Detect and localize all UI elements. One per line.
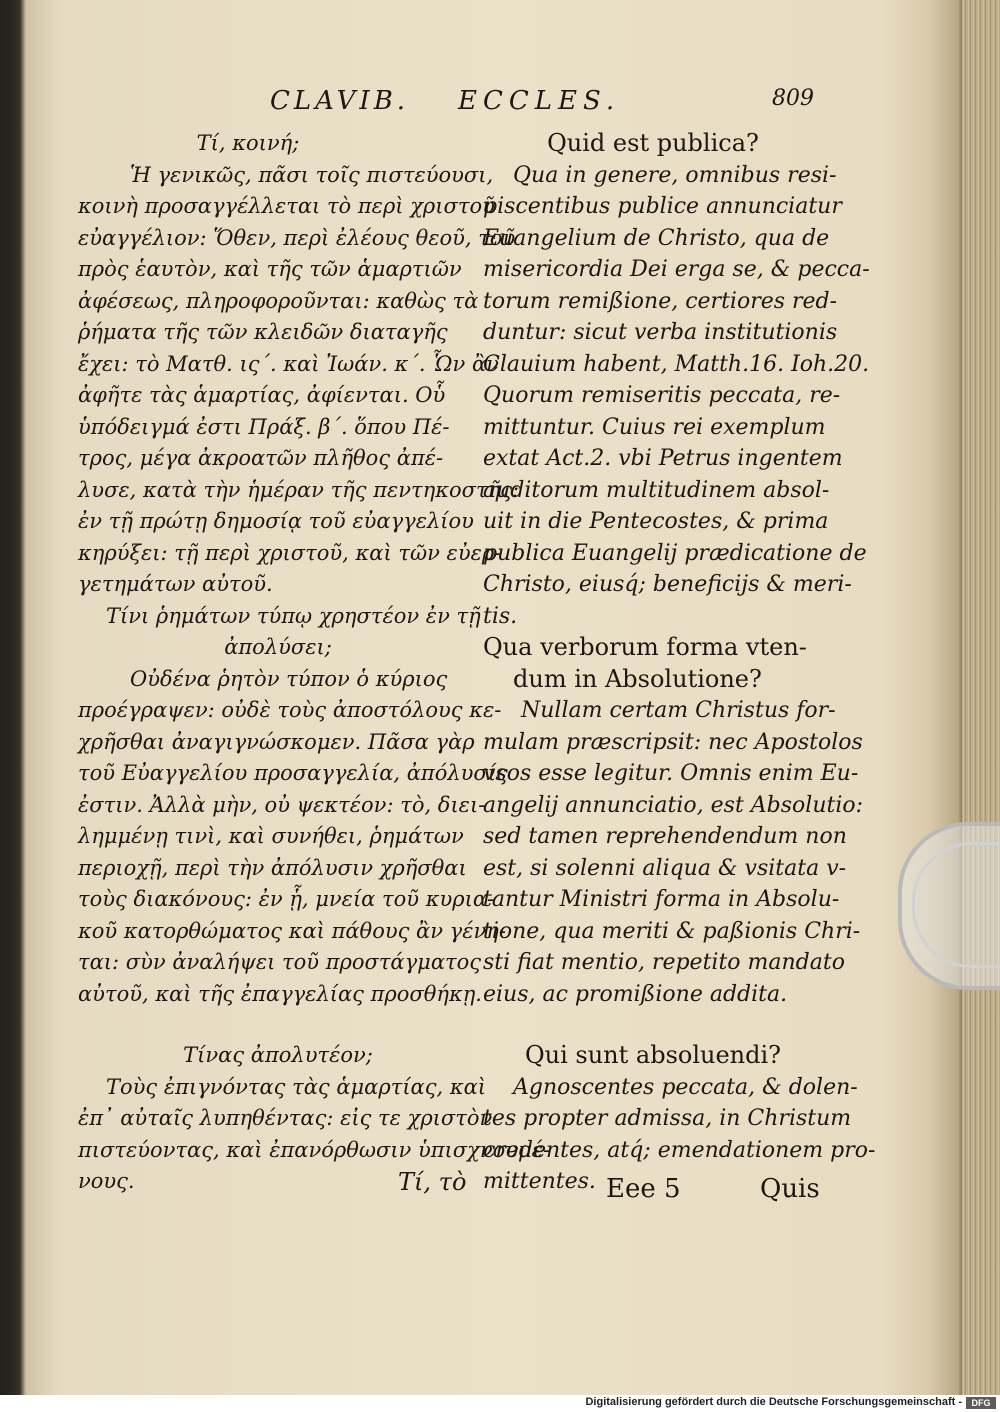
greek-line: ἐπ᾽ αὐταῖς λυπηθέντας: εἰς τε χριστὸν (78, 1106, 493, 1130)
greek-line: αὐτοῦ, καὶ τῆς ἐπαγγελίας προσθήκῃ. (78, 981, 482, 1006)
greek-line: πιστεύοντας, καὶ ἐπανόρθωσιν ὑπισχνουμέ- (78, 1137, 551, 1162)
latin-line: tione, qua meriti & paßionis Chri- (483, 918, 861, 944)
latin-column (483, 128, 876, 1198)
greek-line: γετημάτων αὐτοῦ. (78, 572, 273, 596)
greek-question-2-cont: ἀπολύσει; (224, 635, 332, 659)
catchword-greek: Τί, τὸ (398, 1168, 467, 1196)
latin-line: Quorum remiseritis peccata, re- (483, 383, 841, 408)
greek-line: ἀφέσεως, πληροφοροῦνται: καθὼς τὰ (78, 288, 479, 313)
running-title-left: CLAVIB. (270, 86, 410, 116)
greek-line: προέγραψεν: οὐδὲ τοὺς ἀποστόλους κε- (78, 698, 502, 722)
greek-line: νους. (78, 1169, 135, 1193)
greek-line: τρος, μέγα ἀκροατῶν πλῆθος ἀπέ- (78, 446, 444, 470)
greek-line: περιοχῇ, περὶ τὴν ἀπόλυσιν χρῆσθαι (78, 855, 467, 880)
latin-line: sti fiat mentio, repetito mandato (483, 950, 845, 975)
greek-question-3: Τίνας ἀπολυτέον; (183, 1043, 373, 1067)
latin-line: duntur: sicut verba institutionis (483, 320, 838, 345)
greek-line: Ἡ γενικῶς, πᾶσι τοῖς πιστεύουσι, (130, 162, 494, 187)
greek-line: εὐαγγέλιον: Ὅθεν, περὶ ἐλέους θεοῦ, τοῦ (78, 225, 516, 250)
latin-line: mulam præscripsit: nec Apostolos (483, 729, 863, 755)
greek-line: ἐστιν. Ἀλλὰ μὴν, οὐ ψεκτέον: τὸ, διει- (78, 792, 486, 817)
greek-line: ἀφῆτε τὰς ἁμαρτίας, ἀφίενται. Οὗ (78, 383, 446, 407)
latin-line: eius, ac promißione addita. (483, 981, 788, 1007)
book-fore-edge (962, 0, 1000, 1395)
latin-line: tis. (483, 603, 518, 629)
greek-line: χρῆσθαι ἀναγιγνώσκομεν. Πᾶσα γὰρ (78, 729, 475, 754)
greek-line: πρὸς ἑαυτὸν, καὶ τῆς τῶν ἁμαρτιῶν (78, 257, 462, 281)
latin-line: misericordia Dei erga se, & pecca- (483, 257, 870, 282)
latin-line: torum remißione, certiores red- (483, 288, 838, 314)
latin-line: Qua in genere, omnibus resi- (513, 162, 837, 188)
latin-line: angelij annunciatio, est Absolutio: (483, 792, 864, 818)
signature-mark: Eee 5 (606, 1174, 681, 1204)
latin-line: uit in die Pentecostes, & prima (483, 509, 829, 534)
greek-line: λυσε, κατὰ τὴν ἡμέραν τῆς πεντηκοστῆς: (78, 477, 520, 502)
dfg-logo: DFG (966, 1397, 996, 1409)
latin-line: mittentes. (483, 1169, 596, 1194)
attribution-text: Digitalisierung gefördert durch die Deutsche Forschungsgemeinschaft - (585, 1396, 962, 1408)
greek-line: ὑπόδειγμά ἐστι Πράξ. β´. ὅπου Πέ- (78, 414, 450, 439)
latin-line: Clauium habent, Matth.16. Ioh.20. (483, 351, 870, 377)
latin-question-3: Qui sunt absoluendi? (524, 1041, 782, 1069)
greek-line: κηρύξει: τῇ περὶ χριστοῦ, καὶ τῶν εὐερ- (78, 540, 502, 565)
spacer (483, 1010, 823, 1040)
greek-line: τοῦ Εὐαγγελίου προσαγγελία, ἀπόλυσίς (78, 761, 508, 785)
greek-line: ἐν τῇ πρώτῃ δημοσίᾳ τοῦ εὐαγγελίου (78, 509, 474, 533)
running-title-center: ECCLES. (458, 86, 621, 116)
latin-line: sed tamen reprehendendum non (483, 824, 847, 849)
running-header (0, 86, 1000, 126)
latin-question-1: Quid est publica? (547, 129, 759, 157)
spacer (78, 1010, 478, 1040)
latin-line: auditorum multitudinem absol- (483, 477, 830, 503)
greek-line: ῥήματα τῆς τῶν κλειδῶν διαταγῆς (78, 320, 448, 344)
catchword-latin: Quis (760, 1174, 820, 1204)
latin-line: Euangelium de Christo, qua de (483, 225, 830, 251)
attribution-bar (0, 1395, 1000, 1412)
latin-line: mittuntur. Cuius rei exemplum (483, 414, 826, 440)
greek-line: λημμένῃ τινὶ, καὶ συνήθει, ῥημάτων (78, 824, 464, 848)
greek-line: κοῦ κατορθώματος καὶ πάθους ἂν γένη- (78, 918, 506, 943)
latin-line: Nullam certam Christus for- (521, 698, 836, 723)
latin-line: extat Act.2. vbi Petrus ingentem (483, 446, 843, 471)
latin-line: publica Euangelij prædicatione de (483, 540, 867, 566)
greek-line: ται: σὺν ἀναλήψει τοῦ προστάγματος (78, 950, 482, 974)
greek-line: κοινὴ προσαγγέλλεται τὸ περὶ χριστοῦ (78, 194, 495, 218)
greek-line: Τοὺς ἐπιγνόντας τὰς ἁμαρτίας, καὶ (106, 1074, 487, 1099)
latin-line: tes propter admissa, in Christum (483, 1106, 852, 1131)
greek-line: Οὐδένα ῥητὸν τύπον ὁ κύριος (130, 666, 448, 691)
latin-question-2-cont: dum in Absolutione? (513, 664, 762, 693)
latin-line: Agnoscentes peccata, & dolen- (513, 1074, 858, 1100)
page-number: 809 (772, 86, 814, 111)
latin-line: piscentibus publice annunciatur (483, 194, 842, 219)
greek-question-2: Τίνι ῥημάτων τύπῳ χρηστέον ἐν τῇ (106, 603, 481, 628)
latin-line: est, si solenni aliqua & vsitata v- (483, 855, 847, 881)
greek-question-1: Τί, κοινή; (196, 131, 300, 155)
greek-line: τοὺς διακόνους: ἐν ᾗ, μνεία τοῦ κυρια- (78, 887, 495, 911)
latin-line: Christo, eiusq́; beneficijs & meri- (483, 572, 852, 597)
greek-line: ἔχει: τὸ Ματθ. ις´. καὶ Ἰωάν. κ´. Ὧν ἂν (78, 351, 499, 376)
latin-line: vsos esse legitur. Omnis enim Eu- (483, 761, 859, 786)
latin-line: credentes, atq́; emendationem pro- (483, 1137, 876, 1163)
latin-question-2: Qua verborum forma vten- (483, 633, 807, 661)
latin-line: tantur Ministri forma in Absolu- (483, 887, 840, 912)
